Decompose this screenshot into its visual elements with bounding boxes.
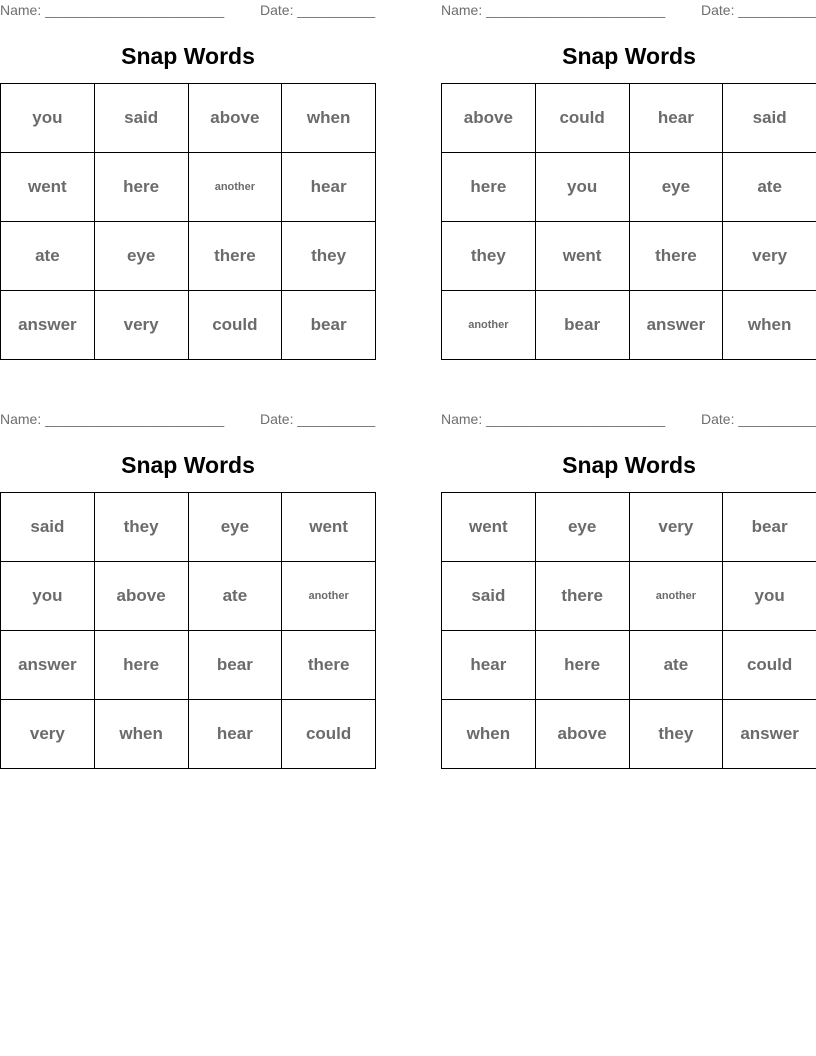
date-field-label: Date: __________ xyxy=(701,2,816,18)
word-grid-row xyxy=(1,562,376,631)
snap-words-card xyxy=(441,409,816,743)
word-cell: above xyxy=(442,84,536,153)
word-cell: could xyxy=(188,291,282,360)
card-title: Snap Words xyxy=(121,452,255,478)
word-cell: when xyxy=(282,84,376,153)
snap-words-card xyxy=(0,0,376,334)
date-field-label: Date: __________ xyxy=(260,2,376,18)
word-cell: another xyxy=(629,562,723,631)
word-cell: you xyxy=(723,562,816,631)
word-grid-row xyxy=(442,153,816,222)
word-cell: above xyxy=(188,84,282,153)
name-date-row xyxy=(441,0,816,20)
word-cell: very xyxy=(723,222,816,291)
word-grid-row xyxy=(1,700,376,769)
word-cell: when xyxy=(442,700,536,769)
word-cell: ate xyxy=(723,153,816,222)
word-grid-row xyxy=(1,631,376,700)
word-cell: here xyxy=(442,153,536,222)
date-field-label: Date: __________ xyxy=(701,411,816,427)
word-grid-row xyxy=(1,291,376,360)
word-cell: answer xyxy=(723,700,816,769)
name-field-label: Name: _______________________ xyxy=(441,2,666,18)
word-cell: bear xyxy=(188,631,282,700)
word-cell: very xyxy=(94,291,188,360)
word-cell: another xyxy=(442,291,536,360)
snap-words-card xyxy=(441,0,816,334)
snap-words-card xyxy=(0,409,376,743)
date-field-label: Date: __________ xyxy=(260,411,376,427)
word-cell: when xyxy=(94,700,188,769)
word-cell: here xyxy=(94,631,188,700)
word-cell: hear xyxy=(629,84,723,153)
word-cell: eye xyxy=(94,222,188,291)
word-grid-row xyxy=(1,493,376,562)
word-cell: there xyxy=(535,562,629,631)
name-field-label: Name: _______________________ xyxy=(0,411,225,427)
word-cell: very xyxy=(629,493,723,562)
word-cell: above xyxy=(94,562,188,631)
word-cell: you xyxy=(535,153,629,222)
word-cell: they xyxy=(442,222,536,291)
word-cell: answer xyxy=(1,631,95,700)
word-cell: answer xyxy=(1,291,95,360)
name-date-row xyxy=(0,409,376,429)
word-cell: here xyxy=(94,153,188,222)
word-cell: said xyxy=(723,84,816,153)
word-grid xyxy=(441,492,816,769)
word-cell: could xyxy=(535,84,629,153)
word-cell: there xyxy=(188,222,282,291)
word-cell: bear xyxy=(282,291,376,360)
word-cell: ate xyxy=(1,222,95,291)
word-cell: eye xyxy=(629,153,723,222)
card-title: Snap Words xyxy=(562,452,696,478)
card-title: Snap Words xyxy=(121,43,255,69)
word-grid-row xyxy=(1,84,376,153)
word-cell: went xyxy=(282,493,376,562)
word-grid xyxy=(441,83,816,360)
word-grid xyxy=(0,83,376,360)
word-grid xyxy=(0,492,376,769)
word-cell: there xyxy=(629,222,723,291)
word-grid-row xyxy=(442,493,816,562)
word-cell: said xyxy=(1,493,95,562)
card-title: Snap Words xyxy=(562,43,696,69)
word-grid-row xyxy=(442,84,816,153)
word-grid-row xyxy=(1,222,376,291)
word-cell: bear xyxy=(723,493,816,562)
word-cell: hear xyxy=(442,631,536,700)
word-grid-row xyxy=(442,222,816,291)
word-grid-row xyxy=(442,631,816,700)
name-field-label: Name: _______________________ xyxy=(0,2,225,18)
word-cell: eye xyxy=(188,493,282,562)
name-field-label: Name: _______________________ xyxy=(441,411,666,427)
word-cell: bear xyxy=(535,291,629,360)
word-cell: answer xyxy=(629,291,723,360)
word-cell: went xyxy=(442,493,536,562)
word-grid-row xyxy=(1,153,376,222)
word-cell: could xyxy=(723,631,816,700)
word-cell: ate xyxy=(188,562,282,631)
word-cell: another xyxy=(282,562,376,631)
word-cell: ate xyxy=(629,631,723,700)
word-cell: hear xyxy=(188,700,282,769)
name-date-row xyxy=(0,0,376,20)
word-grid-row xyxy=(442,562,816,631)
word-cell: here xyxy=(535,631,629,700)
word-cell: you xyxy=(1,84,95,153)
word-cell: above xyxy=(535,700,629,769)
word-cell: they xyxy=(282,222,376,291)
word-cell: could xyxy=(282,700,376,769)
word-grid-row xyxy=(442,291,816,360)
word-cell: said xyxy=(442,562,536,631)
word-cell: eye xyxy=(535,493,629,562)
word-cell: went xyxy=(535,222,629,291)
word-cell: they xyxy=(629,700,723,769)
word-cell: there xyxy=(282,631,376,700)
word-cell: hear xyxy=(282,153,376,222)
word-cell: went xyxy=(1,153,95,222)
word-cell: said xyxy=(94,84,188,153)
word-cell: very xyxy=(1,700,95,769)
name-date-row xyxy=(441,409,816,429)
word-cell: another xyxy=(188,153,282,222)
word-cell: when xyxy=(723,291,816,360)
word-grid-row xyxy=(442,700,816,769)
word-cell: they xyxy=(94,493,188,562)
word-cell: you xyxy=(1,562,95,631)
